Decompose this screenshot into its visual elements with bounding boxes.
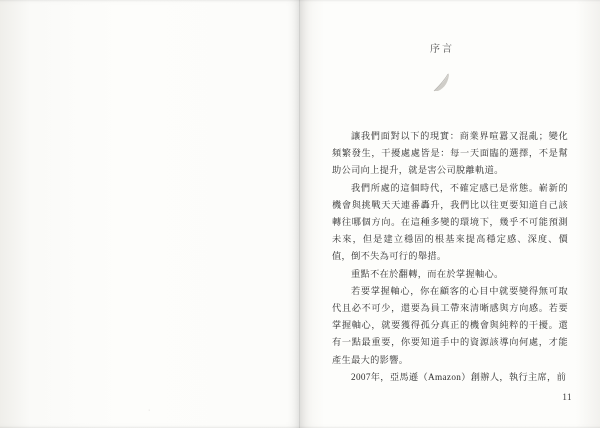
page-right — [300, 0, 600, 428]
left-page-mark: · — [148, 407, 151, 414]
quill-flourish-icon — [430, 69, 456, 95]
paragraph: 2007年，亞馬遜（Amazon）創辦人，執行主席，前 — [351, 371, 567, 382]
paragraph: 重點不在於翻轉，而在於掌握軸心。 — [351, 268, 504, 279]
paragraph: 若要掌握軸心，你在顧客的心目中就要變得無可取代且必不可少，還要為員工帶來清晰感與方向感。若要掌握軸心，就要獲得孤分真正的機會與純粹的干擾。還有一點最重要，你要知道手中的資源該導向何處，才能產生最大的影響。 — [332, 285, 568, 365]
paragraph: 我們所處的這個時代，不確定感已是常態。嶄新的機會與挑戰天天連番轟升，我們比以往更要知道自己該轉往哪個方向。在這種多變的環境下，幾乎不可能預測未來，但是建立穩固的根基來提高穩定感、深度、價值，倒不失為可行的舉措。 — [332, 182, 568, 262]
paragraph: 讓我們面對以下的現實：商業界喧囂又混亂；變化頻繁發生，干擾處處皆是：每一天面臨的選擇，不是幫助公司向上提升，就是害公司脫離軌道。 — [332, 131, 568, 176]
page-title: 序言 — [430, 44, 454, 55]
body-text — [332, 128, 568, 386]
chapter-header — [430, 40, 550, 95]
page-number: 11 — [562, 392, 572, 402]
